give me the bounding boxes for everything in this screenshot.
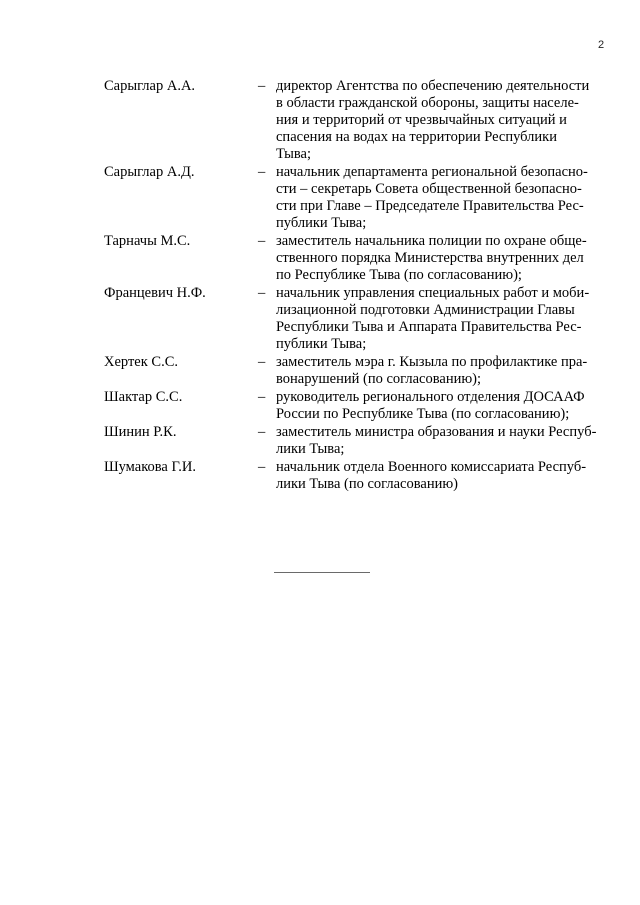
member-dash: – [258, 164, 266, 180]
member-role-line: ственного порядка Министерства внутренних дел [276, 250, 584, 266]
member-name: Шумакова Г.И. [104, 459, 196, 475]
member-role [276, 389, 614, 423]
member-role [276, 285, 614, 353]
member-list [104, 78, 624, 494]
member-role-line: России по Республике Тыва (по согласованию); [276, 406, 570, 422]
member-role-line: руководитель регионального отделения ДОСААФ [276, 389, 585, 405]
member-name: Сарыглар А.А. [104, 78, 196, 94]
member-row [104, 424, 624, 458]
member-row [104, 354, 624, 388]
member-role-line: лики Тыва (по согласованию) [276, 476, 459, 492]
member-role-line: публики Тыва; [276, 215, 367, 231]
member-name: Хертек С.С. [104, 354, 179, 370]
member-name: Францевич Н.Ф. [104, 285, 206, 301]
member-role-line: Тыва; [276, 146, 311, 162]
member-role-line: лизационной подготовки Администрации Главы [276, 302, 575, 318]
member-role-line: начальник управления специальных работ и моби- [276, 285, 590, 301]
member-role-line: сти – секретарь Совета общественной безопасно- [276, 181, 582, 197]
member-row [104, 233, 624, 284]
member-role [276, 78, 614, 163]
member-name: Сарыглар А.Д. [104, 164, 195, 180]
member-role-line: по Республике Тыва (по согласованию); [276, 267, 522, 283]
member-role-line: сти при Главе – Председателе Правительства Рес- [276, 198, 584, 214]
member-name: Тарначы М.С. [104, 233, 191, 249]
member-dash: – [258, 78, 266, 94]
member-role-line: заместитель начальника полиции по охране обще- [276, 233, 587, 249]
member-role-line: начальник департамента региональной безопасно- [276, 164, 588, 180]
member-dash: – [258, 233, 266, 249]
member-role-line: ния и территорий от чрезвычайных ситуаций и [276, 112, 567, 128]
member-dash: – [258, 285, 266, 301]
member-role [276, 164, 614, 232]
member-role-line: начальник отдела Военного комиссариата Респуб- [276, 459, 587, 475]
member-role-line: заместитель мэра г. Кызыла по профилактике пра- [276, 354, 588, 370]
member-name: Шинин Р.К. [104, 424, 177, 440]
member-role-line: публики Тыва; [276, 336, 367, 352]
member-row [104, 389, 624, 423]
member-role [276, 354, 614, 388]
member-role-line: заместитель министра образования и науки Респуб- [276, 424, 597, 440]
page-number: 2 [598, 39, 605, 51]
member-name: Шактар С.С. [104, 389, 183, 405]
member-role-line: вонарушений (по согласованию); [276, 371, 482, 387]
member-row [104, 285, 624, 353]
member-role-line: в области гражданской обороны, защиты населе- [276, 95, 579, 111]
member-row [104, 459, 624, 493]
member-role-line: спасения на водах на территории Республики [276, 129, 557, 145]
member-dash: – [258, 354, 266, 370]
end-separator-line [274, 572, 370, 573]
member-row [104, 164, 624, 232]
member-role-line: директор Агентства по обеспечению деятельности [276, 78, 590, 94]
member-role [276, 233, 614, 284]
member-role [276, 459, 614, 493]
member-dash: – [258, 424, 266, 440]
member-row [104, 78, 624, 163]
member-dash: – [258, 459, 266, 475]
member-role [276, 424, 614, 458]
member-role-line: лики Тыва; [276, 441, 345, 457]
member-dash: – [258, 389, 266, 405]
member-role-line: Республики Тыва и Аппарата Правительства Рес- [276, 319, 582, 335]
